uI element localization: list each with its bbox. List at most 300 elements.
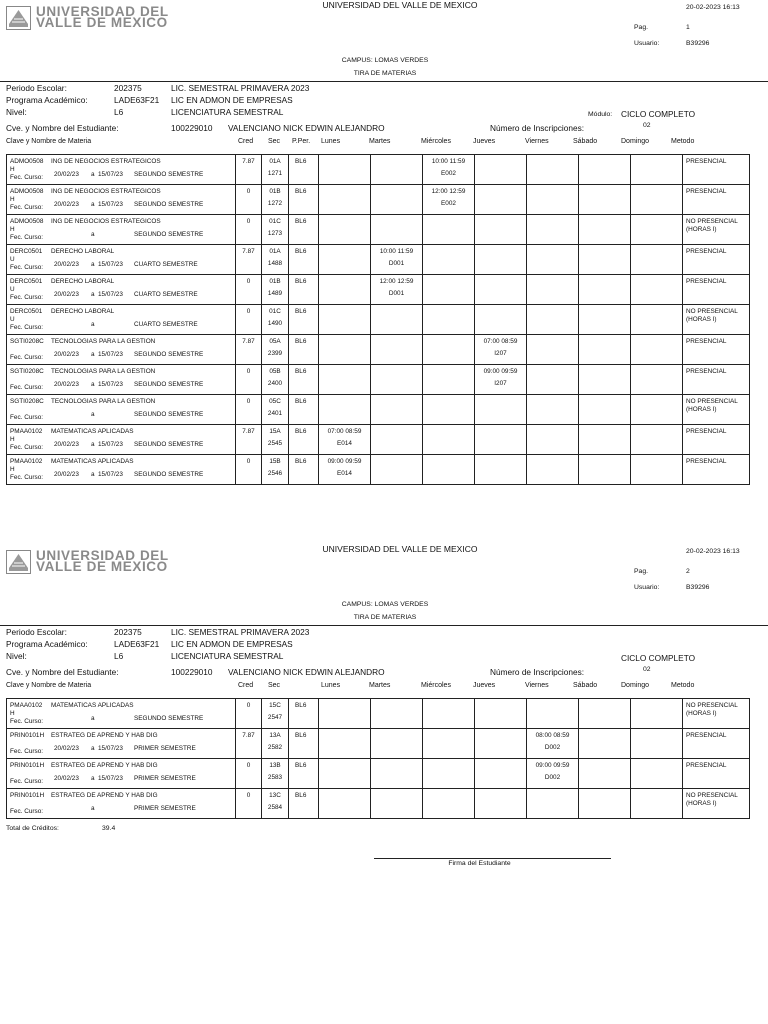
credits-cell: 0 — [236, 275, 262, 305]
section-nrc: 2547 — [267, 714, 283, 721]
fec-curso-label: Fec. Curso: — [10, 444, 44, 451]
schedule-cell-empty — [371, 155, 423, 185]
course-cell — [7, 395, 236, 425]
col-sec: Sec — [268, 138, 281, 145]
method-cell: PRESENCIAL — [683, 455, 750, 485]
period-cell: BL6 — [289, 155, 319, 185]
course-row — [7, 155, 750, 185]
course-code: DERC0501 — [10, 278, 43, 285]
course-cell — [7, 155, 236, 185]
course-code: ADMO0508 — [10, 218, 44, 225]
section-cell — [262, 155, 289, 185]
schedule-cell-empty — [423, 425, 475, 455]
course-start-date: 20/02/23 — [54, 471, 79, 478]
course-flag: U — [10, 316, 15, 323]
programa-code: LADE63F21 — [114, 95, 160, 105]
method-cell: PRESENCIAL — [683, 729, 750, 759]
fec-curso-label: Fec. Curso: — [10, 204, 44, 211]
course-end-date: 15/07/23 — [98, 171, 123, 178]
schedule-time: 10:00 11:59 — [431, 158, 466, 165]
schedule-time: 09:00 09:59 — [483, 368, 518, 375]
course-semester: SEGUNDO SEMESTRE — [134, 351, 204, 358]
schedule-room: E014 — [337, 470, 352, 477]
course-row — [7, 335, 750, 365]
col-miercoles: Miércoles — [421, 682, 451, 689]
period-cell: BL6 — [289, 245, 319, 275]
date-separator: a — [91, 351, 95, 358]
course-semester: SEGUNDO SEMESTRE — [134, 411, 204, 418]
schedule-cell-empty — [631, 789, 683, 819]
periodo-name: LIC. SEMESTRAL PRIMAVERA 2023 — [171, 627, 310, 637]
col-viernes: Viernes — [525, 138, 549, 145]
method-cell: PRESENCIAL — [683, 335, 750, 365]
date-separator: a — [91, 201, 95, 208]
report-datetime: 20-02-2023 16:13 — [686, 548, 740, 555]
course-code: PMAA0102 — [10, 458, 43, 465]
schedule-room: D002 — [544, 744, 561, 751]
schedule-cell — [475, 365, 527, 395]
date-separator: a — [91, 715, 95, 722]
date-separator: a — [91, 321, 95, 328]
course-cell — [7, 185, 236, 215]
schedule-cell — [319, 455, 371, 485]
schedule-cell-empty — [631, 759, 683, 789]
course-code: ADMO0508 — [10, 188, 44, 195]
schedule-cell-empty — [579, 425, 631, 455]
nivel-name: LICENCIATURA SEMESTRAL — [171, 651, 284, 661]
section-code: 13A — [269, 732, 281, 739]
credits-cell: 0 — [236, 365, 262, 395]
date-separator: a — [91, 381, 95, 388]
section-cell — [262, 729, 289, 759]
schedule-room: E014 — [337, 440, 352, 447]
period-cell: BL6 — [289, 699, 319, 729]
schedule-cell-empty — [423, 729, 475, 759]
schedule-cell-empty — [579, 215, 631, 245]
section-cell — [262, 395, 289, 425]
course-name: TECNOLOGIAS PARA LA GESTION — [51, 338, 156, 345]
periodo-label: Periodo Escolar: — [6, 627, 67, 637]
student-id: 100229010 — [171, 667, 213, 677]
total-creditos-label: Total de Créditos: — [6, 825, 59, 832]
section-code: 15C — [269, 702, 281, 709]
method-cell: NO PRESENCIAL (HORAS I) — [683, 789, 750, 819]
schedule-cell-empty — [423, 759, 475, 789]
course-end-date: 15/07/23 — [98, 775, 123, 782]
method-cell: PRESENCIAL — [683, 185, 750, 215]
logo-line-2: VALLE DE MEXICO — [36, 559, 168, 574]
signature-label: Firma del Estudiante — [448, 860, 511, 867]
course-start-date: 20/02/23 — [54, 261, 79, 268]
schedule-cell-empty — [631, 275, 683, 305]
credits-cell: 0 — [236, 395, 262, 425]
schedule-cell-empty — [631, 455, 683, 485]
schedule-cell — [371, 245, 423, 275]
section-nrc: 2400 — [267, 380, 283, 387]
schedule-cell-empty — [423, 789, 475, 819]
course-row — [7, 425, 750, 455]
modulo-value: CICLO COMPLETO — [621, 109, 696, 119]
schedule-cell-empty — [319, 729, 371, 759]
course-name: DERECHO LABORAL — [51, 278, 115, 285]
fec-curso-label: Fec. Curso: — [10, 808, 44, 815]
section-nrc: 1488 — [267, 260, 283, 267]
fec-curso-label: Fec. Curso: — [10, 354, 44, 361]
schedule-cell-empty — [423, 335, 475, 365]
section-nrc: 2584 — [267, 804, 283, 811]
course-name: MATEMATICAS APLICADAS — [51, 458, 134, 465]
course-semester: SEGUNDO SEMESTRE — [134, 381, 204, 388]
section-cell — [262, 789, 289, 819]
course-name: TECNOLOGIAS PARA LA GESTION — [51, 398, 156, 405]
schedule-cell-empty — [527, 455, 579, 485]
schedule-time: 07:00 08:59 — [327, 428, 362, 435]
course-end-date: 15/07/23 — [98, 381, 123, 388]
student-name: VALENCIANO NICK EDWIN ALEJANDRO — [228, 667, 385, 677]
period-cell: BL6 — [289, 305, 319, 335]
course-cell — [7, 455, 236, 485]
schedule-cell-empty — [371, 455, 423, 485]
period-cell: BL6 — [289, 215, 319, 245]
schedule-cell-empty — [475, 245, 527, 275]
period-cell: BL6 — [289, 789, 319, 819]
section-code: 13B — [269, 762, 281, 769]
schedule-time: 12:00 12:59 — [379, 278, 414, 285]
section-nrc: 2399 — [267, 350, 283, 357]
fec-curso-label: Fec. Curso: — [10, 234, 44, 241]
schedule-time: 09:00 09:59 — [327, 458, 362, 465]
course-row — [7, 789, 750, 819]
university-logo — [6, 549, 196, 575]
col-sabado: Sábado — [573, 138, 598, 145]
col-viernes: Viernes — [525, 682, 549, 689]
col-lunes: Lunes — [321, 682, 341, 689]
schedule-cell — [423, 185, 475, 215]
section-cell — [262, 699, 289, 729]
schedule-cell-empty — [423, 275, 475, 305]
section-nrc: 2545 — [267, 440, 283, 447]
schedule-cell — [475, 335, 527, 365]
course-name: TECNOLOGIAS PARA LA GESTION — [51, 368, 156, 375]
course-cell — [7, 245, 236, 275]
fec-curso-label: Fec. Curso: — [10, 414, 44, 421]
schedule-cell-empty — [527, 155, 579, 185]
schedule-cell-empty — [631, 185, 683, 215]
credits-cell: 7.87 — [236, 425, 262, 455]
course-name: ESTRATEG DE APREND Y HAB DIG — [51, 792, 158, 799]
credits-cell: 7.87 — [236, 245, 262, 275]
user-id: B39296 — [686, 40, 710, 47]
student-label: Cve. y Nombre del Estudiante: — [6, 667, 119, 677]
credits-cell: 0 — [236, 305, 262, 335]
campus: CAMPUS: LOMAS VERDES — [341, 57, 429, 64]
schedule-time: 09:00 09:59 — [535, 762, 570, 769]
schedule-cell-empty — [579, 155, 631, 185]
method-cell: NO PRESENCIAL (HORAS I) — [683, 215, 750, 245]
schedule-cell-empty — [423, 395, 475, 425]
report-page-2 — [0, 544, 768, 1024]
schedule-cell-empty — [631, 305, 683, 335]
course-row — [7, 759, 750, 789]
schedule-cell-empty — [631, 699, 683, 729]
schedule-cell-empty — [475, 185, 527, 215]
user-id: B39296 — [686, 584, 710, 591]
period-cell: BL6 — [289, 365, 319, 395]
course-name: MATEMATICAS APLICADAS — [51, 702, 134, 709]
schedule-cell-empty — [475, 305, 527, 335]
credits-cell: 0 — [236, 759, 262, 789]
section-nrc: 2546 — [267, 470, 283, 477]
schedule-cell-empty — [631, 245, 683, 275]
schedule-cell-empty — [527, 395, 579, 425]
course-name: ESTRATEG DE APREND Y HAB DIG — [51, 762, 158, 769]
course-code: SGTI0208C — [10, 368, 44, 375]
course-flag: H — [10, 196, 15, 203]
schedule-cell-empty — [319, 305, 371, 335]
nivel-name: LICENCIATURA SEMESTRAL — [171, 107, 284, 117]
course-code: DERC0501 — [10, 308, 43, 315]
col-lunes: Lunes — [321, 138, 341, 145]
logo-line-1: UNIVERSIDAD DEL — [36, 4, 169, 19]
course-code: SGTI0208C — [10, 398, 44, 405]
page-number: 2 — [686, 568, 690, 575]
col-cred: Cred — [238, 138, 254, 145]
method-cell: NO PRESENCIAL (HORAS I) — [683, 305, 750, 335]
fec-curso-label: Fec. Curso: — [10, 294, 44, 301]
schedule-cell-empty — [371, 185, 423, 215]
signature-line — [374, 858, 611, 859]
schedule-cell-empty — [319, 245, 371, 275]
schedule-cell-empty — [579, 699, 631, 729]
period-cell: BL6 — [289, 455, 319, 485]
schedule-cell-empty — [371, 305, 423, 335]
student-label: Cve. y Nombre del Estudiante: — [6, 123, 119, 133]
course-end-date: 15/07/23 — [98, 261, 123, 268]
col-jueves: Jueves — [473, 138, 496, 145]
method-cell: NO PRESENCIAL (HORAS I) — [683, 395, 750, 425]
schedule-cell-empty — [527, 305, 579, 335]
col-martes: Martes — [369, 138, 391, 145]
date-separator: a — [91, 471, 95, 478]
credits-cell: 7.87 — [236, 155, 262, 185]
inscripciones-label: Número de Inscripciones: — [490, 123, 585, 133]
course-cell — [7, 215, 236, 245]
section-nrc: 1271 — [267, 170, 283, 177]
course-flag: H — [10, 710, 15, 717]
course-start-date: 20/02/23 — [54, 291, 79, 298]
course-name: ING DE NEGOCIOS ESTRATEGICOS — [51, 218, 161, 225]
section-nrc: 1272 — [267, 200, 283, 207]
header-divider — [0, 81, 768, 82]
section-code: 05C — [269, 398, 281, 405]
section-cell — [262, 365, 289, 395]
course-row — [7, 245, 750, 275]
course-cell — [7, 699, 236, 729]
periodo-label: Periodo Escolar: — [6, 83, 67, 93]
section-cell — [262, 759, 289, 789]
logo-line-2: VALLE DE MEXICO — [36, 15, 168, 30]
schedule-cell-empty — [475, 759, 527, 789]
section-code: 15B — [269, 458, 281, 465]
schedule-time: 10:00 11:59 — [379, 248, 414, 255]
schedule-cell-empty — [319, 365, 371, 395]
course-semester: PRIMER SEMESTRE — [134, 805, 196, 812]
course-code: PRIN0101H — [10, 762, 45, 769]
col-sec: Sec — [268, 682, 281, 689]
section-code: 01B — [269, 278, 281, 285]
courses-table — [6, 154, 750, 485]
schedule-cell-empty — [579, 759, 631, 789]
date-separator: a — [91, 291, 95, 298]
course-name: ESTRATEG DE APREND Y HAB DIG — [51, 732, 158, 739]
course-cell — [7, 365, 236, 395]
section-cell — [262, 455, 289, 485]
section-cell — [262, 245, 289, 275]
course-row — [7, 455, 750, 485]
institution-title: UNIVERSIDAD DEL VALLE DE MEXICO — [322, 544, 478, 554]
schedule-cell-empty — [631, 335, 683, 365]
section-nrc: 2582 — [267, 744, 283, 751]
schedule-cell-empty — [631, 425, 683, 455]
periodo-code: 202375 — [114, 627, 142, 637]
course-semester: CUARTO SEMESTRE — [134, 261, 198, 268]
section-code: 01A — [269, 158, 281, 165]
schedule-cell-empty — [423, 245, 475, 275]
schedule-cell-empty — [527, 789, 579, 819]
method-cell: PRESENCIAL — [683, 155, 750, 185]
schedule-cell-empty — [475, 699, 527, 729]
method-cell: PRESENCIAL — [683, 365, 750, 395]
total-creditos-value: 39.4 — [102, 825, 116, 832]
schedule-cell-empty — [579, 789, 631, 819]
col-metodo: Metodo — [671, 138, 695, 145]
document-title: TIRA DE MATERIAS — [353, 70, 417, 77]
programa-name: LIC EN ADMON DE EMPRESAS — [171, 639, 293, 649]
schedule-cell-empty — [579, 335, 631, 365]
credits-cell: 0 — [236, 185, 262, 215]
course-row — [7, 395, 750, 425]
schedule-cell-empty — [579, 185, 631, 215]
schedule-cell-empty — [371, 365, 423, 395]
course-code: ADMO0508 — [10, 158, 44, 165]
inscripciones-label: Número de Inscripciones: — [490, 667, 585, 677]
programa-code: LADE63F21 — [114, 639, 160, 649]
course-cell — [7, 425, 236, 455]
header-divider — [0, 625, 768, 626]
method-cell: PRESENCIAL — [683, 245, 750, 275]
date-separator: a — [91, 261, 95, 268]
period-cell: BL6 — [289, 759, 319, 789]
method-cell: PRESENCIAL — [683, 275, 750, 305]
schedule-cell-empty — [527, 245, 579, 275]
course-name: ING DE NEGOCIOS ESTRATEGICOS — [51, 158, 161, 165]
schedule-cell-empty — [527, 185, 579, 215]
inscripciones-value: 02 — [643, 666, 651, 673]
course-end-date: 15/07/23 — [98, 291, 123, 298]
schedule-cell-empty — [631, 395, 683, 425]
schedule-cell-empty — [475, 425, 527, 455]
schedule-cell-empty — [527, 425, 579, 455]
course-name: MATEMATICAS APLICADAS — [51, 428, 134, 435]
schedule-room: E002 — [441, 200, 456, 207]
schedule-cell-empty — [475, 155, 527, 185]
course-code: SGTI0208C — [10, 338, 44, 345]
col-jueves: Jueves — [473, 682, 496, 689]
schedule-cell-empty — [319, 759, 371, 789]
course-code: PRIN0101H — [10, 732, 45, 739]
period-cell: BL6 — [289, 425, 319, 455]
period-cell: BL6 — [289, 275, 319, 305]
course-code: PMAA0102 — [10, 428, 43, 435]
col-domingo: Domingo — [621, 682, 650, 689]
schedule-cell-empty — [527, 275, 579, 305]
method-cell: PRESENCIAL — [683, 759, 750, 789]
periodo-name: LIC. SEMESTRAL PRIMAVERA 2023 — [171, 83, 310, 93]
course-end-date: 15/07/23 — [98, 471, 123, 478]
fec-curso-label: Fec. Curso: — [10, 264, 44, 271]
method-cell: NO PRESENCIAL (HORAS I) — [683, 699, 750, 729]
course-start-date: 20/02/23 — [54, 171, 79, 178]
university-logo — [6, 5, 196, 31]
schedule-time: 08:00 08:59 — [535, 732, 570, 739]
section-nrc: 1273 — [267, 230, 283, 237]
schedule-cell-empty — [475, 215, 527, 245]
course-flag: H — [10, 226, 15, 233]
schedule-cell-empty — [631, 365, 683, 395]
period-cell: BL6 — [289, 335, 319, 365]
schedule-cell — [371, 275, 423, 305]
course-semester: SEGUNDO SEMESTRE — [134, 441, 204, 448]
student-id: 100229010 — [171, 123, 213, 133]
schedule-cell-empty — [371, 215, 423, 245]
section-cell — [262, 425, 289, 455]
credits-cell: 7.87 — [236, 729, 262, 759]
credits-cell: 0 — [236, 789, 262, 819]
col-sabado: Sábado — [573, 682, 598, 689]
periodo-code: 202375 — [114, 83, 142, 93]
document-title: TIRA DE MATERIAS — [353, 614, 417, 621]
course-semester: PRIMER SEMESTRE — [134, 745, 196, 752]
section-code: 15A — [269, 428, 281, 435]
course-name: DERECHO LABORAL — [51, 248, 115, 255]
col-metodo: Metodo — [671, 682, 695, 689]
course-row — [7, 729, 750, 759]
student-name: VALENCIANO NICK EDWIN ALEJANDRO — [228, 123, 385, 133]
course-end-date: 15/07/23 — [98, 441, 123, 448]
schedule-time: 07:00 08:59 — [483, 338, 518, 345]
section-cell — [262, 185, 289, 215]
schedule-cell-empty — [579, 275, 631, 305]
course-row — [7, 365, 750, 395]
period-cell: BL6 — [289, 185, 319, 215]
fec-curso-label: Fec. Curso: — [10, 718, 44, 725]
date-separator: a — [91, 805, 95, 812]
nivel-code: L6 — [114, 107, 124, 117]
schedule-cell-empty — [631, 155, 683, 185]
course-semester: SEGUNDO SEMESTRE — [134, 201, 204, 208]
course-semester: SEGUNDO SEMESTRE — [134, 471, 204, 478]
schedule-cell-empty — [475, 789, 527, 819]
col-martes: Martes — [369, 682, 391, 689]
course-flag: U — [10, 286, 15, 293]
col-materia: Clave y Nombre de Materia — [6, 682, 92, 689]
programa-label: Programa Académico: — [6, 95, 88, 105]
schedule-room: I207 — [494, 380, 507, 387]
date-separator: a — [91, 441, 95, 448]
course-semester: CUARTO SEMESTRE — [134, 321, 198, 328]
course-semester: SEGUNDO SEMESTRE — [134, 171, 204, 178]
schedule-cell — [423, 155, 475, 185]
